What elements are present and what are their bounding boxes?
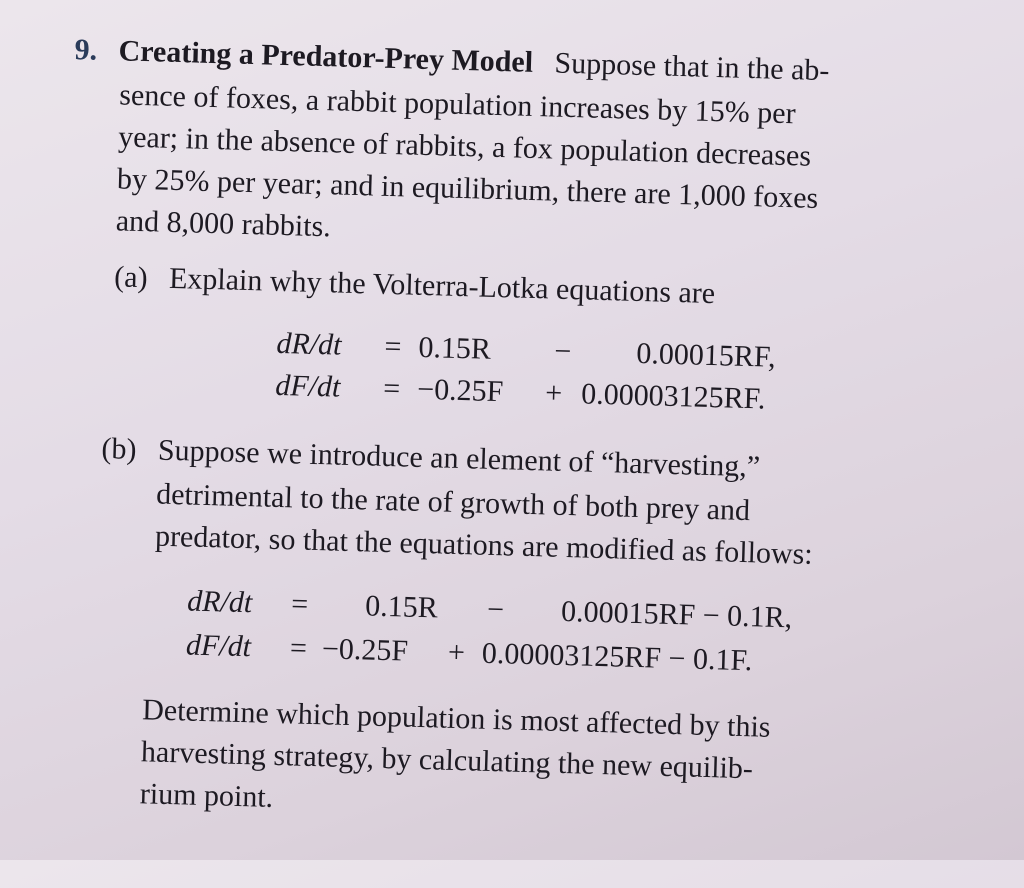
- closing-line-2: harvesting strategy, by calculating the new equilib-: [140, 735, 754, 786]
- equation-term2: 0.00015RF,: [635, 336, 777, 374]
- problem-title: Creating a Predator-Prey Model: [118, 34, 534, 79]
- equation-operator: +: [544, 376, 563, 410]
- intro-line-1: Suppose that in the ab-: [554, 46, 830, 88]
- equation-equals: =: [382, 371, 401, 406]
- intro-line-3: year; in the absence of rabbits, a fox population decreases: [117, 120, 812, 173]
- part-a-label: (a): [113, 260, 149, 295]
- equation-term2: 0.00015RF − 0.1R,: [560, 594, 793, 635]
- equation-term1: 0.15R: [418, 330, 492, 366]
- equation-operator: −: [486, 592, 505, 627]
- equation-equals: =: [290, 587, 309, 621]
- part-b-text-2: detrimental to the rate of growth of both prey and: [155, 477, 751, 528]
- problem-number: 9.: [74, 33, 98, 67]
- intro-line-4: by 25% per year; and in equilibrium, there are 1,000 foxes: [116, 162, 819, 215]
- equation-term2: 0.00003125RF.: [580, 377, 766, 416]
- equation-term1: −0.25F: [416, 372, 504, 409]
- closing-line-3: rium point.: [139, 777, 274, 814]
- equation-lhs: dR/dt: [186, 584, 253, 620]
- part-a-text: Explain why the Volterra-Lotka equations are: [168, 261, 716, 311]
- equation-term2: 0.00003125RF − 0.1F.: [481, 636, 753, 678]
- equation-operator: −: [553, 334, 572, 369]
- equation-term1: 0.15R: [364, 589, 439, 625]
- part-b-text-1: Suppose we introduce an element of “harvesting,”: [157, 433, 761, 484]
- equation-lhs: dF/dt: [185, 628, 252, 664]
- part-b-text-3: predator, so that the equations are modified as follows:: [154, 519, 814, 571]
- intro-line-2: sence of foxes, a rabbit population increases by 15% per: [118, 78, 797, 131]
- intro-line-5: and 8,000 rabbits.: [115, 204, 332, 244]
- equation-equals: =: [384, 329, 402, 364]
- equation-operator: +: [447, 635, 466, 670]
- equation-lhs: dF/dt: [274, 368, 341, 404]
- part-a-line: [114, 259, 716, 312]
- equation-lhs: dR/dt: [276, 326, 342, 362]
- closing-line-1: Determine which population is most affected by this: [141, 693, 771, 744]
- part-b-label: (b): [101, 432, 137, 466]
- equation-term1: −0.25F: [321, 632, 409, 668]
- equation-equals: =: [289, 631, 308, 665]
